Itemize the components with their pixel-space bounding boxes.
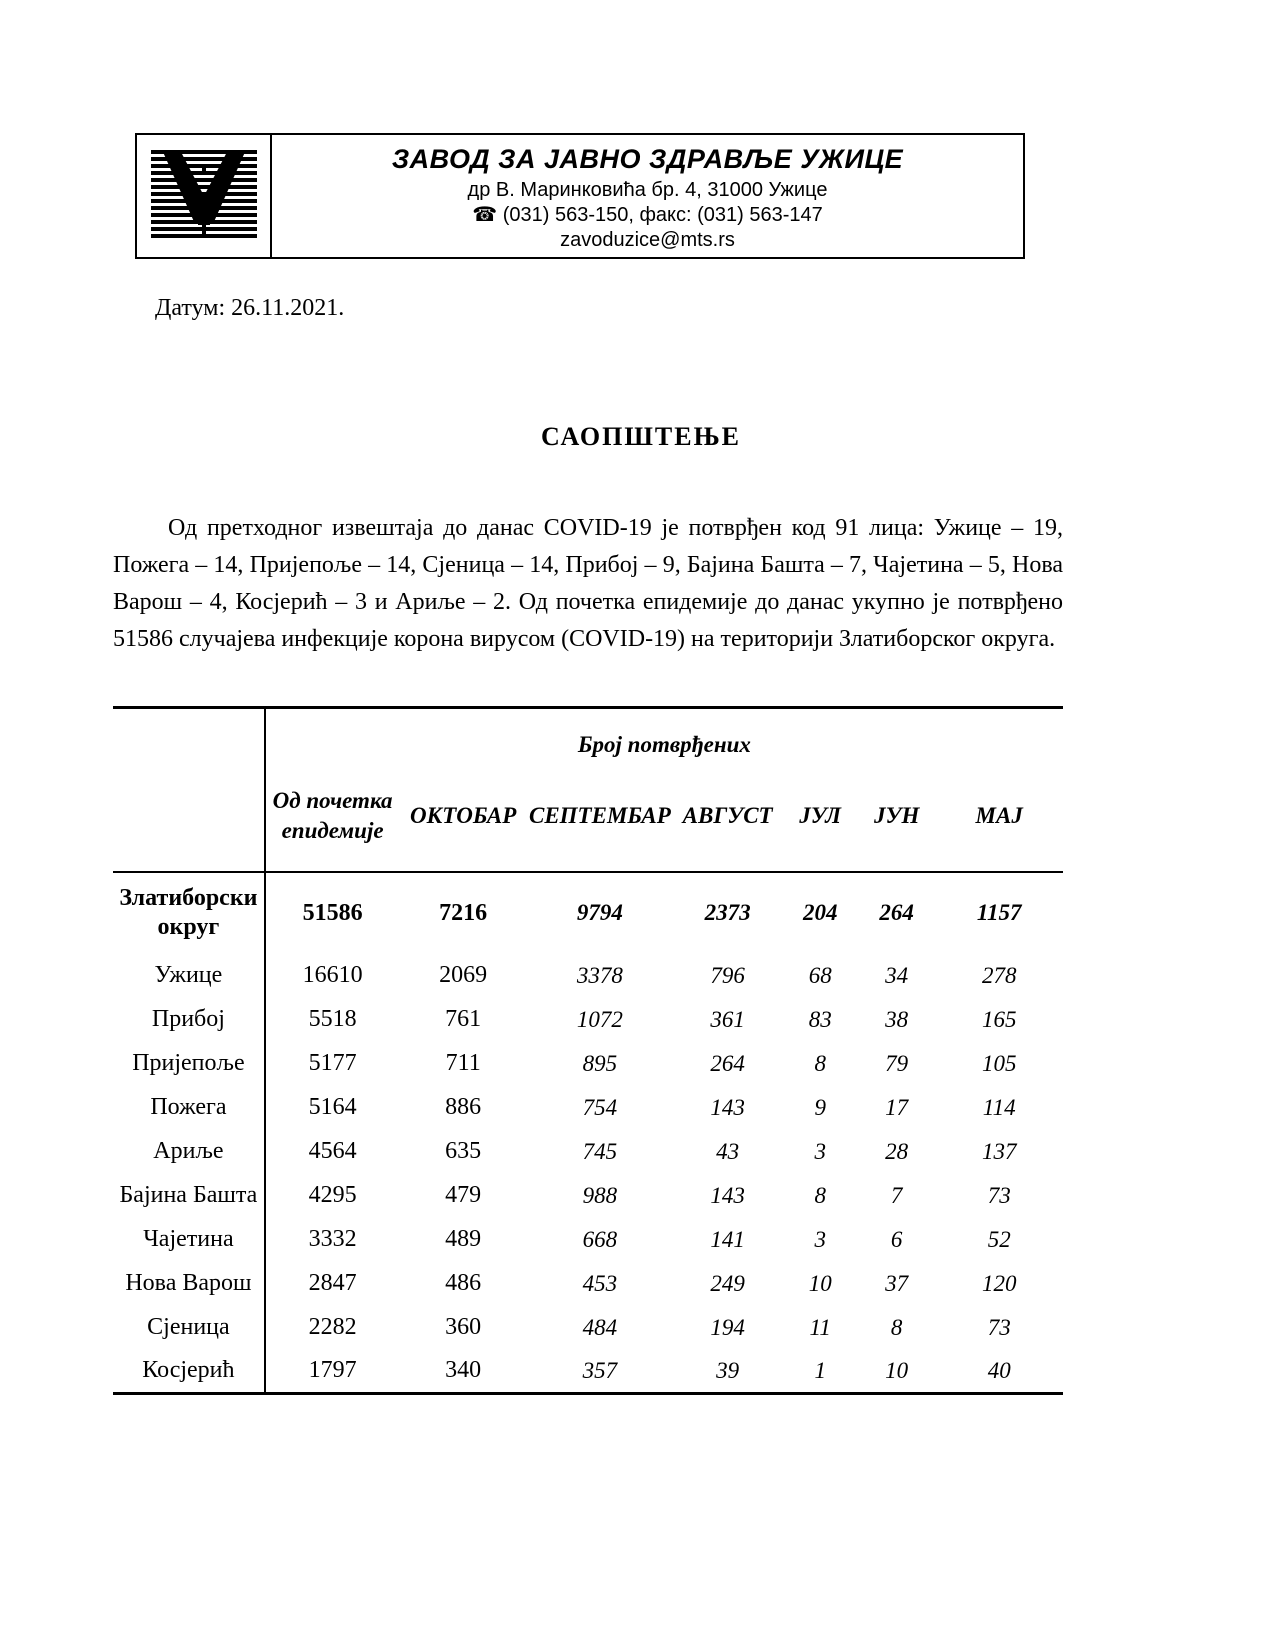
value-cell: 6 xyxy=(890,1226,903,1252)
value-cell: 17 xyxy=(885,1094,909,1120)
value-cell: 340 xyxy=(445,1357,482,1384)
value-cell: 73 xyxy=(987,1182,1011,1208)
column-header: ЈУН xyxy=(858,768,935,872)
value-cell: 711 xyxy=(445,1050,481,1076)
corner-cell xyxy=(113,708,265,872)
value-cell: 40 xyxy=(987,1357,1011,1383)
body-paragraph: Од претходног извештаја до данас COVID-19 је потврђен код 91 лица: Ужице – 19, Пожега – 14, Пријепоље – 14, Сјеница – 14, Прибој – 9, Бајина Башта – 7, Чајетина – 5, Нова Варош – 4, Косјерић – 3 и Ариље – 2. Од почетка епидемије до данас укупно је потврђено 51586 случајева инфекције корона вирусом (COVID-19) на територији Златиборског округа. xyxy=(113,515,1063,652)
value-cell: 489 xyxy=(445,1226,482,1252)
table-row xyxy=(113,998,1063,1042)
table-row xyxy=(113,1042,1063,1086)
value-cell: 143 xyxy=(710,1094,745,1120)
value-cell: 204 xyxy=(802,900,838,925)
value-cell: 5164 xyxy=(308,1094,357,1120)
value-cell: 7216 xyxy=(439,899,488,926)
value-cell: 7 xyxy=(890,1182,903,1208)
table-row xyxy=(113,1218,1063,1262)
table-row xyxy=(113,1350,1063,1394)
value-cell: 105 xyxy=(981,1050,1017,1076)
date-line: Датум: 26.11.2021. xyxy=(155,295,345,321)
value-cell: 37 xyxy=(885,1270,909,1296)
municipality-name: Косјерић xyxy=(113,1350,265,1394)
value-cell: 10 xyxy=(808,1270,832,1296)
value-cell: 249 xyxy=(710,1270,745,1296)
value-cell: 43 xyxy=(716,1138,740,1164)
value-cell: 1 xyxy=(814,1357,826,1383)
value-cell: 3332 xyxy=(308,1226,357,1252)
letterhead-text xyxy=(272,135,1023,257)
org-address: др В. Маринковића бр. 4, 31000 Ужице xyxy=(467,179,828,201)
value-cell: 141 xyxy=(710,1226,745,1252)
table-head xyxy=(113,708,1063,872)
value-cell: 52 xyxy=(987,1226,1011,1252)
value-cell: 484 xyxy=(582,1314,618,1340)
value-cell: 4564 xyxy=(308,1138,357,1164)
value-cell: 39 xyxy=(716,1357,740,1383)
value-cell: 9794 xyxy=(576,900,623,925)
value-cell: 137 xyxy=(981,1138,1017,1164)
value-cell: 264 xyxy=(879,900,914,925)
institute-logo-icon xyxy=(151,150,257,242)
municipality-name: Златиборски округ xyxy=(113,872,265,954)
value-cell: 120 xyxy=(981,1270,1017,1296)
org-name: ЗАВОД ЗА ЈАВНО ЗДРАВЉЕ УЖИЦЕ xyxy=(391,144,904,174)
value-cell: 2373 xyxy=(704,900,751,925)
table-row xyxy=(113,872,1063,954)
value-cell: 361 xyxy=(710,1006,745,1032)
value-cell: 1072 xyxy=(576,1006,623,1032)
table-row xyxy=(113,1086,1063,1130)
value-cell: 278 xyxy=(981,962,1017,988)
column-header: ЈУЛ xyxy=(782,768,857,872)
value-cell: 479 xyxy=(445,1182,482,1208)
municipality-name: Прибој xyxy=(113,998,265,1042)
letterhead xyxy=(135,133,1025,259)
municipality-name: Чајетина xyxy=(113,1218,265,1262)
table-row xyxy=(113,1306,1063,1350)
phone-icon: ☎ xyxy=(472,204,498,226)
value-cell: 895 xyxy=(582,1050,618,1076)
column-header: МАЈ xyxy=(935,768,1063,872)
value-cell: 9 xyxy=(814,1094,826,1120)
municipality-name: Ужице xyxy=(113,954,265,998)
value-cell: 5177 xyxy=(308,1050,357,1076)
value-cell: 988 xyxy=(582,1182,618,1208)
logo-cell xyxy=(137,135,272,257)
value-cell: 2069 xyxy=(439,962,488,988)
value-cell: 83 xyxy=(808,1006,832,1032)
value-cell: 1797 xyxy=(308,1357,357,1384)
document-title: САОПШТЕЊЕ xyxy=(540,422,742,451)
org-email: zavoduzice@mts.rs xyxy=(560,229,735,251)
table-body xyxy=(113,872,1063,1394)
value-cell: 73 xyxy=(987,1314,1011,1340)
value-cell: 2847 xyxy=(308,1270,357,1296)
value-cell: 1157 xyxy=(976,900,1022,925)
value-cell: 143 xyxy=(710,1182,745,1208)
group-header-row xyxy=(113,708,1063,768)
value-cell: 264 xyxy=(710,1050,745,1076)
municipality-name: Ариље xyxy=(113,1130,265,1174)
value-cell: 360 xyxy=(445,1314,482,1340)
value-cell: 635 xyxy=(445,1138,482,1164)
phone-fax-text: (031) 563-150, факс: (031) 563-147 xyxy=(502,204,823,226)
covid-cases-table xyxy=(113,706,1063,1395)
column-header: ОКТОБАР xyxy=(399,768,527,872)
value-cell: 51586 xyxy=(302,899,363,926)
value-cell: 5518 xyxy=(308,1006,357,1032)
value-cell: 38 xyxy=(885,1006,909,1032)
value-cell: 194 xyxy=(710,1314,745,1340)
value-cell: 165 xyxy=(981,1006,1017,1032)
municipality-name: Бајина Башта xyxy=(113,1174,265,1218)
value-cell: 16610 xyxy=(302,962,363,988)
value-cell: 2282 xyxy=(308,1314,357,1340)
municipality-name: Пријепоље xyxy=(113,1042,265,1086)
table-row xyxy=(113,954,1063,998)
org-phone xyxy=(272,203,1023,228)
value-cell: 11 xyxy=(809,1314,831,1340)
table-row xyxy=(113,1174,1063,1218)
value-cell: 8 xyxy=(814,1050,826,1076)
value-cell: 34 xyxy=(885,962,909,988)
value-cell: 10 xyxy=(885,1357,909,1383)
value-cell: 8 xyxy=(814,1182,826,1208)
value-cell: 3378 xyxy=(576,962,623,988)
value-cell: 3 xyxy=(814,1226,826,1252)
value-cell: 796 xyxy=(710,962,745,988)
municipality-name: Нова Варош xyxy=(113,1262,265,1306)
value-cell: 453 xyxy=(582,1270,618,1296)
table-row xyxy=(113,1130,1063,1174)
column-header: СЕПТЕМБАР xyxy=(527,768,673,872)
value-cell: 8 xyxy=(890,1314,903,1340)
value-cell: 486 xyxy=(445,1270,482,1296)
municipality-name: Сјеница xyxy=(113,1306,265,1350)
value-cell: 745 xyxy=(582,1138,618,1164)
column-header: АВГУСТ xyxy=(673,768,783,872)
value-cell: 114 xyxy=(982,1094,1016,1120)
municipality-name: Пожега xyxy=(113,1086,265,1130)
value-cell: 3 xyxy=(814,1138,826,1164)
value-cell: 357 xyxy=(582,1357,618,1383)
value-cell: 761 xyxy=(445,1006,482,1032)
value-cell: 754 xyxy=(582,1094,618,1120)
value-cell: 79 xyxy=(885,1050,909,1076)
value-cell: 886 xyxy=(445,1094,482,1120)
column-header: Од почетка епидемије xyxy=(265,768,399,872)
value-cell: 28 xyxy=(885,1138,909,1164)
value-cell: 668 xyxy=(582,1226,618,1252)
value-cell: 4295 xyxy=(308,1182,357,1208)
table-row xyxy=(113,1262,1063,1306)
group-header: Број потврђених xyxy=(577,732,751,758)
value-cell: 68 xyxy=(808,962,832,988)
